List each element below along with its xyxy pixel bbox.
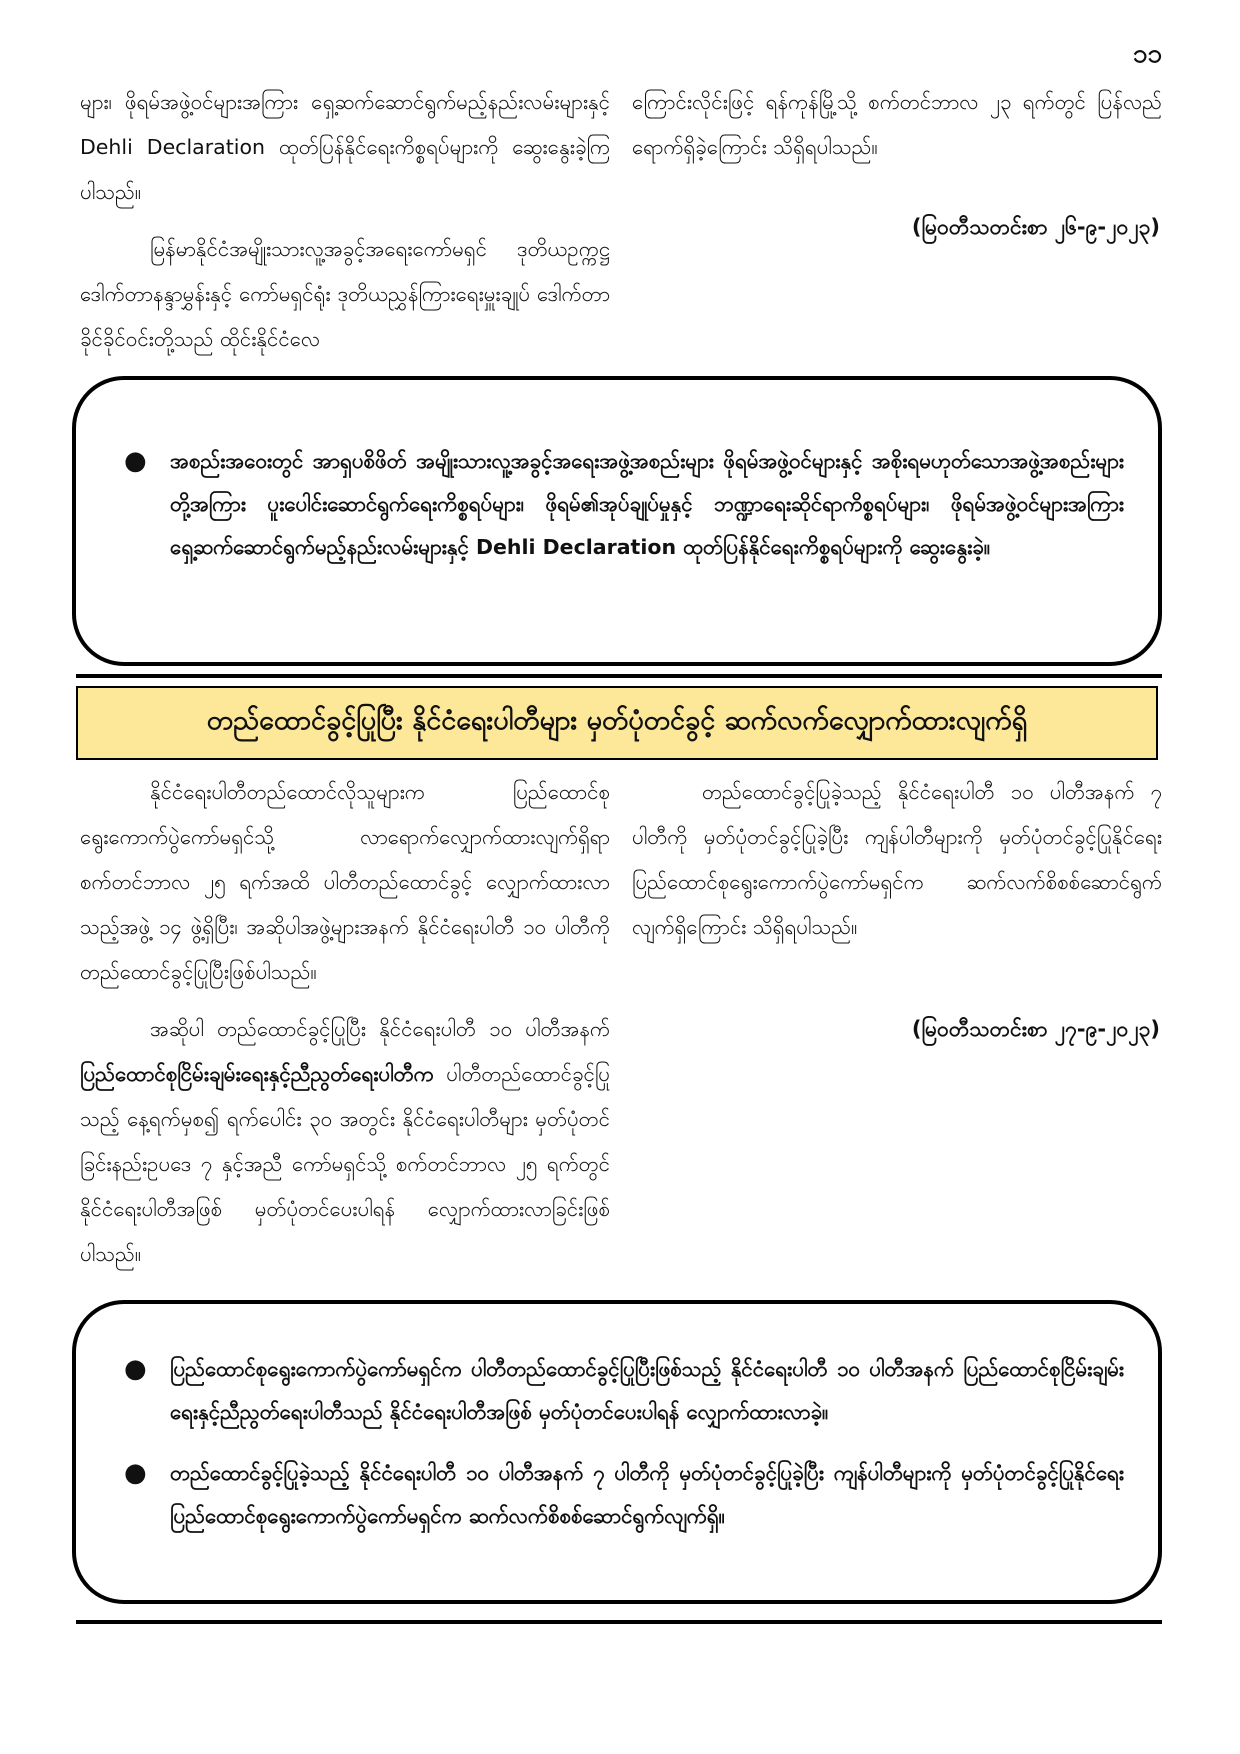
summary-item-text: အစည်းအဝေးတွင် အာရှပစိဖိတ် အမျိုးသားလူ့အခွင့်အရေးအဖွဲ့အစည်းများ ဖိုရမ်အဖွဲ့ဝင်များနှင့် အစိုးရမဟုတ်သောအဖွဲ့အစည်းများတို့အကြား ပူးပေါင်းဆောင်ရွက်ရေးကိစ္စရပ်များ၊ ဖိုရမ်၏အုပ်ချုပ်မှုနှင့် ဘဏ္ဍာရေးဆိုင်ရာကိစ္စရပ်များ၊ ဖိုရမ်အဖွဲ့ဝင်များအကြား ရှေ့ဆက်ဆောင်ရွက်မည့်နည်းလမ်းများနှင့် Dehli Declaration ထုတ်ပြန်နိုင်ရေးကိစ္စရပ်များကို ဆွေးနွေးခဲ့။ (170, 449, 1124, 559)
bullet-icon: ● (124, 1354, 147, 1384)
top-left-paragraph-2: မြန်မာနိုင်ငံအမျိုးသားလူ့အခွင့်အရေးကော်မရှင် ဒုတိယဥက္ကဋ္ဌ ဒေါက်တာနန္ဒာမွှန်းနှင့် ကော်မရှင်ရုံး ဒုတိယညွှန်ကြားရေးမှူးချုပ် ဒေါက်တာခိုင်ခိုင်ဝင်းတို့သည် ထိုင်းနိုင်ငံလေ (80, 237, 610, 351)
bottom-right-paragraph-1: တည်ထောင်ခွင့်ပြုခဲ့သည့် နိုင်ငံရေးပါတီ ၁၀ ပါတီအနက် ၇ ပါတီကို မှတ်ပုံတင်ခွင့်ပြုခဲ့ပြီး ကျန်ပါတီများကို မှတ်ပုံတင်ခွင့်ပြုနိုင်ရေး ပြည်ထောင်စုရွေးကောက်ပွဲကော်မရှင်က ဆက်လက်စိစစ်ဆောင်ရွက်လျက်ရှိကြောင်း သိရှိရပါသည်။ (632, 780, 1162, 939)
summary-box-2 (72, 1300, 1162, 1604)
summary-item (110, 440, 1124, 569)
article-headline (76, 686, 1158, 760)
page-number: ၁၁ (1132, 39, 1162, 69)
top-left-paragraph-1: များ၊ ဖိုရမ်အဖွဲ့ဝင်များအကြား ရှေ့ဆက်ဆောင်ရွက်မည့်နည်းလမ်းများနှင့် Dehli Declaration ထုတ်ပြန်နိုင်ရေးကိစ္စရပ်များကို ဆွေးနွေးခဲ့ကြပါသည်။ (80, 90, 610, 204)
summary-list-2 (110, 1348, 1124, 1538)
bullet-icon: ● (124, 1458, 147, 1488)
summary-list-1 (110, 440, 1124, 569)
summary-item-text: ပြည်ထောင်စုရွေးကောက်ပွဲကော်မရှင်က ပါတီတည်ထောင်ခွင့်ပြုပြီးဖြစ်သည့် နိုင်ငံရေးပါတီ ၁၀ ပါတီအနက် ပြည်ထောင်စုငြိမ်းချမ်းရေးနှင့်ညီညွတ်ရေးပါတီသည် နိုင်ငံရေးပါတီအဖြစ် မှတ်ပုံတင်ပေးပါရန် လျှောက်ထားလာခဲ့။ (170, 1357, 1124, 1424)
top-right-paragraph-1: ကြောင်းလိုင်းဖြင့် ရန်ကုန်မြို့သို့ စက်တင်ဘာလ ၂၃ ရက်တွင် ပြန်လည်ရောက်ရှိခဲ့ကြောင်း သိရှိရပါသည်။ (632, 90, 1162, 159)
summary-item (110, 1348, 1124, 1434)
bullet-icon: ● (124, 446, 147, 476)
top-left-column (80, 80, 610, 362)
party-name-bold: ပြည်ထောင်စုငြိမ်းချမ်းရေးနှင့်ညီညွတ်ရေးပါတီက (80, 1062, 434, 1086)
top-right-column (632, 80, 1162, 170)
summary-box-1 (72, 376, 1162, 666)
bottom-left-column (80, 770, 610, 1277)
paragraph-2-end: ပါတီတည်ထောင်ခွင့်ပြုသည့် နေ့ရက်မှစ၍ ရက်ပေါင်း ၃၀ အတွင်း နိုင်ငံရေးပါတီများ မှတ်ပုံတင်ခြင်းနည်းဥပဒေ ၇ နှင့်အညီ ကော်မရှင်သို့ စက်တင်ဘာလ ၂၅ ရက်တွင် နိုင်ငံရေးပါတီအဖြစ် မှတ်ပုံတင်ပေးပါရန် လျှောက်ထားလာခြင်းဖြစ်ပါသည်။ (80, 1062, 610, 1266)
bottom-left-paragraph-2 (80, 1007, 610, 1277)
summary-item (110, 1452, 1124, 1538)
bottom-divider-line (76, 1620, 1162, 1624)
bottom-right-column (632, 770, 1162, 950)
source-citation-2: (မြဝတီသတင်းစာ ၂၇-၉-၂၀၂၃) (911, 1017, 1160, 1041)
headline-text: တည်ထောင်ခွင့်ပြုပြီး နိုင်ငံရေးပါတီများ မှတ်ပုံတင်ခွင့် ဆက်လက်လျှောက်ထားလျက်ရှိ (206, 705, 1028, 736)
divider-line (76, 674, 1162, 678)
bottom-left-paragraph-1: နိုင်ငံရေးပါတီတည်ထောင်လိုသူများက ပြည်ထောင်စုရွေးကောက်ပွဲကော်မရှင်သို့ လာရောက်လျှောက်ထားလျက်ရှိရာ စက်တင်ဘာလ ၂၅ ရက်အထိ ပါတီတည်ထောင်ခွင့် လျှောက်ထားလာသည့်အဖွဲ့ ၁၄ ဖွဲ့ရှိပြီး၊ အဆိုပါအဖွဲ့များအနက် နိုင်ငံရေးပါတီ ၁၀ ပါတီကို တည်ထောင်ခွင့်ပြုပြီးဖြစ်ပါသည်။ (80, 780, 610, 984)
summary-item-text: တည်ထောင်ခွင့်ပြုခဲ့သည့် နိုင်ငံရေးပါတီ ၁၀ ပါတီအနက် ၇ ပါတီကို မှတ်ပုံတင်ခွင့်ပြုခဲ့ပြီး ကျန်ပါတီများကို မှတ်ပုံတင်ခွင့်ပြုနိုင်ရေး ပြည်ထောင်စုရွေးကောက်ပွဲကော်မရှင်က ဆက်လက်စိစစ်ဆောင်ရွက်လျက်ရှိ။ (170, 1461, 1124, 1528)
paragraph-2-start: အဆိုပါ တည်ထောင်ခွင့်ပြုပြီး နိုင်ငံရေးပါတီ ၁၀ ပါတီအနက် (150, 1017, 610, 1041)
source-citation-1: (မြဝတီသတင်းစာ ၂၆-၉-၂၀၂၃) (911, 215, 1160, 239)
